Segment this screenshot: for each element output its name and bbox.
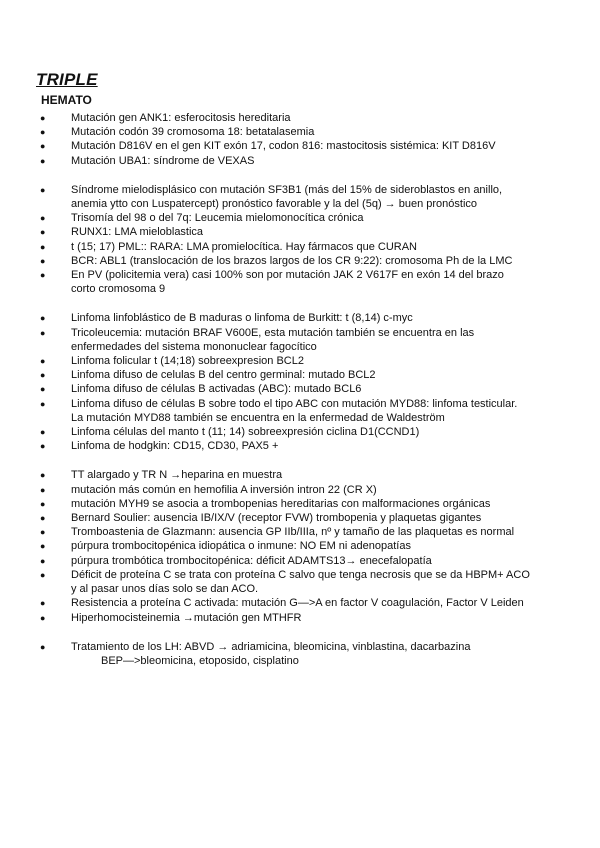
list-item <box>0 354 531 368</box>
list-item-text: Linfoma de hodgkin: CD15, CD30, PAX5 + <box>71 440 279 453</box>
bullet-icon: ● <box>40 255 46 266</box>
bullet-icon: ● <box>40 241 46 252</box>
list-item <box>0 397 531 425</box>
list-item-text: Linfoma difuso de células B activadas (ABC): mutado BCL6 <box>71 383 362 396</box>
list-item-text: Linfoma difuso de células B sobre todo el tipo ABC con mutación MYD88: linfoma testicular. La mutación MYD88 también se encuentra en la enfermedad de Waldeström <box>71 397 518 424</box>
bullet-icon: ● <box>40 484 46 495</box>
list-item <box>0 125 531 139</box>
bullet-icon: ● <box>40 598 46 609</box>
list-item-text: En PV (policitemia vera) casi 100% son por mutación JAK 2 V617F en exón 14 del brazo corto cromosoma 9 <box>71 269 504 296</box>
list-item <box>0 139 531 153</box>
list-item <box>0 225 531 239</box>
bullet-icon: ● <box>40 470 46 481</box>
list-item <box>0 439 531 453</box>
section-heading: HEMATO <box>41 93 92 107</box>
list-item-text: t (15; 17) PML:: RARA: LMA promielocítica. Hay fármacos que CURAN <box>71 240 418 253</box>
list-item <box>0 368 531 382</box>
bullet-icon: ● <box>40 641 46 652</box>
list-item <box>0 326 531 354</box>
bullet-icon: ● <box>40 498 46 509</box>
list-item-text: Linfoma folicular t (14;18) sobreexpresion BCL2 <box>71 355 304 368</box>
list-item-subtext: BEP—>bleomicina, etoposido, cisplatino <box>101 654 299 667</box>
bullet-icon: ● <box>40 612 46 623</box>
list-item-text: BCR: ABL1 (translocación de los brazos largos de los CR 9:22): cromosoma Ph de la LMC <box>71 254 513 267</box>
bullet-icon: ● <box>40 127 46 138</box>
list-item <box>0 183 531 211</box>
list-item <box>0 311 531 325</box>
bullet-icon: ● <box>40 313 46 324</box>
bullet-icon: ● <box>40 541 46 552</box>
bullet-icon: ● <box>40 113 46 123</box>
list-item-text: Tricoleucemia: mutación BRAF V600E, esta mutación también se encuentra en las enfermedades del sistema mononuclear fagocítico <box>71 326 475 353</box>
list-item-text: RUNX1: LMA mieloblastica <box>71 226 204 239</box>
list-item-text: Bernard Soulier: ausencia IB/IX/V (receptor FVW) trombopenia y plaquetas gigantes <box>71 512 482 525</box>
list-item-text: Mutación codón 39 cromosoma 18: betatalasemia <box>71 126 315 139</box>
list-item <box>0 611 531 625</box>
list-item-text: Tratamiento de los LH: ABVD → adriamicina, bleomicina, vinblastina, dacarbazina <box>71 640 471 653</box>
bullet-icon: ● <box>40 227 46 238</box>
list-item <box>0 539 531 553</box>
bullet-icon: ● <box>40 384 46 395</box>
bullet-icon: ● <box>40 527 46 538</box>
list-item-text: Resistencia a proteína C activada: mutación G—>A en factor V coagulación, Factor V Leiden <box>71 597 524 610</box>
bullet-icon: ● <box>40 441 46 452</box>
list-item-text: Hiperhomocisteinemia →mutación gen MTHFR <box>71 611 302 624</box>
bullet-icon: ● <box>40 370 46 381</box>
list-item-text: Déficit de proteína C se trata con proteína C salvo que tenga necrosis que se da HBPM+ ACO y al pasar unos días solo se dan ACO. <box>71 568 530 596</box>
bullet-icon: ● <box>40 327 46 338</box>
list-item <box>0 497 531 511</box>
bullet-icon: ● <box>40 555 46 566</box>
bullet-icon: ● <box>40 398 46 409</box>
list-item-text: Linfoma células del manto t (11; 14) sobreexpresión ciclina D1(CCND1) <box>71 426 420 439</box>
list-item <box>0 511 531 525</box>
list-item-text: Tromboastenia de Glazmann: ausencia GP IIb/IIIa, nº y tamaño de las plaquetas es normal <box>71 526 515 539</box>
bullet-icon: ● <box>40 270 46 281</box>
list-item-text: Trisomía del 98 o del 7q: Leucemia mielomonocítica crónica <box>71 212 364 225</box>
bullet-icon: ● <box>40 356 46 367</box>
bullet-icon: ● <box>40 184 46 195</box>
list-item-text: púrpura trombocitopénica idiopática o inmune: NO EM ni adenopatías <box>71 540 411 553</box>
list-item-text: púrpura trombótica trombocitopénica: déficit ADAMTS13→ enecefalopatía <box>71 554 432 567</box>
list-item <box>0 254 531 268</box>
list-item-text: mutación más común en hemofilia A inversión intron 22 (CR X) <box>71 483 377 496</box>
bullet-icon: ● <box>40 141 46 152</box>
list-item <box>0 382 531 396</box>
document-title: TRIPLE <box>36 70 98 89</box>
list-item <box>0 525 531 539</box>
list-item <box>0 211 531 225</box>
bullet-icon: ● <box>40 427 46 438</box>
list-item-text: Mutación UBA1: síndrome de VEXAS <box>71 154 255 167</box>
list-item-text: mutación MYH9 se asocia a trombopenias hereditarias con malformaciones orgánicas <box>71 497 491 510</box>
list-item <box>0 240 531 254</box>
list-item <box>0 596 531 610</box>
list-item-text: Síndrome mielodisplásico con mutación SF3B1 (más del 15% de sideroblastos en anillo, anemia ytto con Luspatercept) pronóstico favorable y la del (5q) → buen pronóstico <box>71 183 503 211</box>
list-item-text: Mutación D816V en el gen KIT exón 17, codon 816: mastocitosis sistémica: KIT D816V <box>71 140 496 153</box>
bullet-icon: ● <box>40 569 46 580</box>
list-item <box>0 483 531 497</box>
list-item <box>0 468 531 482</box>
list-item <box>0 154 531 168</box>
list-item <box>0 554 531 568</box>
bullet-list <box>0 111 600 668</box>
list-item-text: Linfoma linfoblástico de B maduras o linfoma de Burkitt: t (8,14) c-myc <box>71 312 413 325</box>
list-item-text: Mutación gen ANK1: esferocitosis hereditaria <box>71 112 291 124</box>
bullet-icon: ● <box>40 213 46 224</box>
list-item <box>0 268 531 296</box>
list-item <box>0 568 531 596</box>
list-item <box>0 425 531 439</box>
list-item <box>0 111 531 125</box>
bullet-icon: ● <box>40 155 46 166</box>
list-item-text: TT alargado y TR N →heparina en muestra <box>71 469 283 482</box>
bullet-icon: ● <box>40 513 46 524</box>
list-item-text: Linfoma difuso de celulas B del centro germinal: mutado BCL2 <box>71 369 376 382</box>
list-item <box>0 640 531 668</box>
